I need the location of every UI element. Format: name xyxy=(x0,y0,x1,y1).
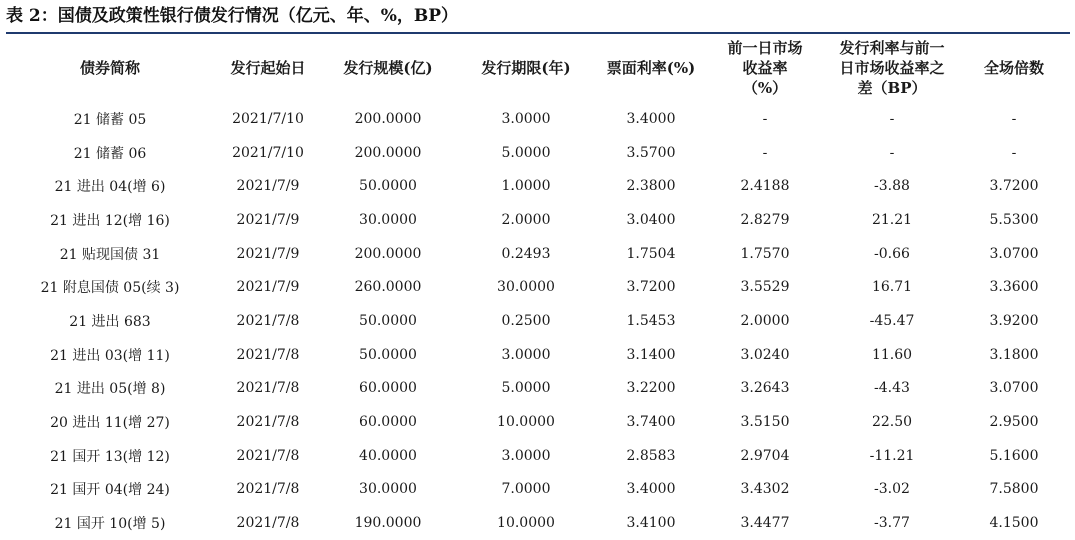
prior-day-yield-cell: 3.0240 xyxy=(740,346,790,363)
bid-cover-ratio-cell: 3.0700 xyxy=(989,245,1039,262)
term-cell: 1.0000 xyxy=(501,178,551,195)
table-row xyxy=(6,203,1070,237)
table-header-row xyxy=(6,34,1070,102)
issue-size-cell: 50.0000 xyxy=(359,346,417,363)
bid-cover-ratio-cell: 3.7200 xyxy=(989,178,1039,195)
prior-day-yield-cell: 2.9704 xyxy=(740,447,790,464)
table-row xyxy=(6,473,1070,507)
table-title: 表 2：国债及政策性银行债发行情况（亿元、年、%，BP） xyxy=(6,6,459,26)
term-cell: 0.2500 xyxy=(501,312,551,329)
rate-spread-cell: -11.21 xyxy=(869,447,915,464)
issue-date-cell: 2021/7/8 xyxy=(236,312,300,329)
rate-spread-cell: 21.21 xyxy=(871,211,913,228)
bid-cover-ratio-cell: - xyxy=(1011,144,1017,161)
term-cell: 5.0000 xyxy=(501,144,551,161)
bid-cover-ratio-cell: 7.5800 xyxy=(989,481,1039,498)
issue-size-cell: 60.0000 xyxy=(359,380,417,397)
issue-size-cell: 200.0000 xyxy=(354,144,422,161)
rate-spread-cell: - xyxy=(889,110,895,127)
coupon-rate-cell: 3.7200 xyxy=(626,279,676,296)
coupon-rate-cell: 3.4000 xyxy=(626,481,676,498)
prior-day-yield-cell: 3.5529 xyxy=(740,279,790,296)
bid-cover-ratio-cell: 4.1500 xyxy=(989,515,1039,532)
coupon-rate-cell: 3.4000 xyxy=(626,110,676,127)
prior-day-yield-cell: 3.4477 xyxy=(740,515,790,532)
rate-spread-cell: -4.43 xyxy=(874,380,910,397)
bond-name-cell: 21 进出 03(增 11) xyxy=(50,347,170,364)
bid-cover-ratio-cell: 2.9500 xyxy=(989,414,1039,431)
rate-spread-cell: -3.02 xyxy=(874,481,910,498)
header-term: 发行期限(年) xyxy=(481,59,571,77)
term-cell: 10.0000 xyxy=(497,515,555,532)
bond-name-cell: 21 储蓄 06 xyxy=(73,145,147,162)
bond-name-cell: 21 附息国债 05(续 3) xyxy=(40,280,180,297)
table-row xyxy=(6,439,1070,473)
term-cell: 5.0000 xyxy=(501,380,551,397)
table-row xyxy=(6,372,1070,406)
bond-name-cell: 21 储蓄 05 xyxy=(73,111,147,128)
bid-cover-ratio-cell: 3.1800 xyxy=(989,346,1039,363)
rate-spread-cell: 22.50 xyxy=(871,414,913,431)
bid-cover-ratio-cell: 5.5300 xyxy=(989,211,1039,228)
issue-size-cell: 200.0000 xyxy=(354,245,422,262)
table-row xyxy=(6,304,1070,338)
term-cell: 30.0000 xyxy=(497,279,555,296)
coupon-rate-cell: 3.1400 xyxy=(626,346,676,363)
header-coupon-rate: 票面利率(%) xyxy=(606,59,696,77)
issue-size-cell: 30.0000 xyxy=(359,211,417,228)
prior-day-yield-cell: 2.4188 xyxy=(740,178,790,195)
term-cell: 3.0000 xyxy=(501,346,551,363)
bond-name-cell: 21 国开 13(增 12) xyxy=(50,448,170,465)
table-row xyxy=(6,506,1070,540)
table-row xyxy=(6,102,1070,136)
issue-date-cell: 2021/7/8 xyxy=(236,414,300,431)
coupon-rate-cell: 3.4100 xyxy=(626,515,676,532)
table-body xyxy=(6,102,1070,540)
issue-date-cell: 2021/7/8 xyxy=(236,515,300,532)
issue-size-cell: 50.0000 xyxy=(359,312,417,329)
issue-size-cell: 30.0000 xyxy=(359,481,417,498)
rate-spread-cell: - xyxy=(889,144,895,161)
bond-name-cell: 21 进出 12(增 16) xyxy=(50,212,170,229)
issue-size-cell: 50.0000 xyxy=(359,178,417,195)
issue-date-cell: 2021/7/9 xyxy=(236,178,300,195)
bond-name-cell: 20 进出 11(增 27) xyxy=(50,415,170,432)
term-cell: 10.0000 xyxy=(497,414,555,431)
rate-spread-cell: -3.77 xyxy=(874,515,910,532)
prior-day-yield-cell: 3.4302 xyxy=(740,481,790,498)
issue-date-cell: 2021/7/9 xyxy=(236,211,300,228)
bond-issuance-table xyxy=(6,34,1070,540)
term-cell: 7.0000 xyxy=(501,481,551,498)
issue-date-cell: 2021/7/10 xyxy=(232,144,304,161)
table-row xyxy=(6,169,1070,203)
table-row xyxy=(6,270,1070,304)
coupon-rate-cell: 2.8583 xyxy=(626,447,676,464)
bond-name-cell: 21 国开 04(增 24) xyxy=(50,482,170,499)
header-prior-day-yield: 前一日市场 收益率 （%） xyxy=(727,39,803,97)
bond-name-cell: 21 贴现国债 31 xyxy=(59,246,161,263)
issue-date-cell: 2021/7/10 xyxy=(232,110,304,127)
issue-date-cell: 2021/7/8 xyxy=(236,447,300,464)
issue-size-cell: 60.0000 xyxy=(359,414,417,431)
header-bid-cover-ratio: 全场倍数 xyxy=(983,59,1044,77)
table-row xyxy=(6,237,1070,271)
bid-cover-ratio-cell: 3.3600 xyxy=(989,279,1039,296)
bid-cover-ratio-cell: - xyxy=(1011,110,1017,127)
header-bond-name: 债券简称 xyxy=(79,59,140,77)
issue-size-cell: 190.0000 xyxy=(354,515,422,532)
prior-day-yield-cell: 2.8279 xyxy=(740,211,790,228)
term-cell: 0.2493 xyxy=(501,245,551,262)
coupon-rate-cell: 3.0400 xyxy=(626,211,676,228)
issue-date-cell: 2021/7/8 xyxy=(236,380,300,397)
prior-day-yield-cell: 1.7570 xyxy=(740,245,790,262)
table-row xyxy=(6,338,1070,372)
prior-day-yield-cell: - xyxy=(762,144,768,161)
issue-date-cell: 2021/7/9 xyxy=(236,279,300,296)
issue-size-cell: 260.0000 xyxy=(354,279,422,296)
bond-name-cell: 21 进出 05(增 8) xyxy=(54,381,166,398)
term-cell: 2.0000 xyxy=(501,211,551,228)
coupon-rate-cell: 2.3800 xyxy=(626,178,676,195)
bond-name-cell: 21 国开 10(增 5) xyxy=(54,516,166,533)
prior-day-yield-cell: 3.2643 xyxy=(740,380,790,397)
term-cell: 3.0000 xyxy=(501,447,551,464)
term-cell: 3.0000 xyxy=(501,110,551,127)
rate-spread-cell: 16.71 xyxy=(871,279,913,296)
table-row xyxy=(6,136,1070,170)
header-rate-spread: 发行利率与前一 日市场收益率之 差（BP） xyxy=(839,39,945,97)
rate-spread-cell: 11.60 xyxy=(871,346,913,363)
header-issue-size: 发行规模(亿) xyxy=(343,59,433,77)
prior-day-yield-cell: 2.0000 xyxy=(740,312,790,329)
coupon-rate-cell: 1.5453 xyxy=(626,312,676,329)
rate-spread-cell: -3.88 xyxy=(874,178,910,195)
bond-name-cell: 21 进出 04(增 6) xyxy=(54,179,166,196)
issue-date-cell: 2021/7/8 xyxy=(236,481,300,498)
header-issue-date: 发行起始日 xyxy=(230,59,306,77)
bid-cover-ratio-cell: 3.9200 xyxy=(989,312,1039,329)
bid-cover-ratio-cell: 3.0700 xyxy=(989,380,1039,397)
prior-day-yield-cell: 3.5150 xyxy=(740,414,790,431)
coupon-rate-cell: 3.5700 xyxy=(626,144,676,161)
issue-date-cell: 2021/7/8 xyxy=(236,346,300,363)
coupon-rate-cell: 1.7504 xyxy=(626,245,676,262)
issue-date-cell: 2021/7/9 xyxy=(236,245,300,262)
rate-spread-cell: -0.66 xyxy=(874,245,910,262)
bond-name-cell: 21 进出 683 xyxy=(69,313,151,330)
rate-spread-cell: -45.47 xyxy=(869,312,915,329)
coupon-rate-cell: 3.2200 xyxy=(626,380,676,397)
issue-size-cell: 200.0000 xyxy=(354,110,422,127)
prior-day-yield-cell: - xyxy=(762,110,768,127)
issue-size-cell: 40.0000 xyxy=(359,447,417,464)
table-row xyxy=(6,405,1070,439)
coupon-rate-cell: 3.7400 xyxy=(626,414,676,431)
bid-cover-ratio-cell: 5.1600 xyxy=(989,447,1039,464)
